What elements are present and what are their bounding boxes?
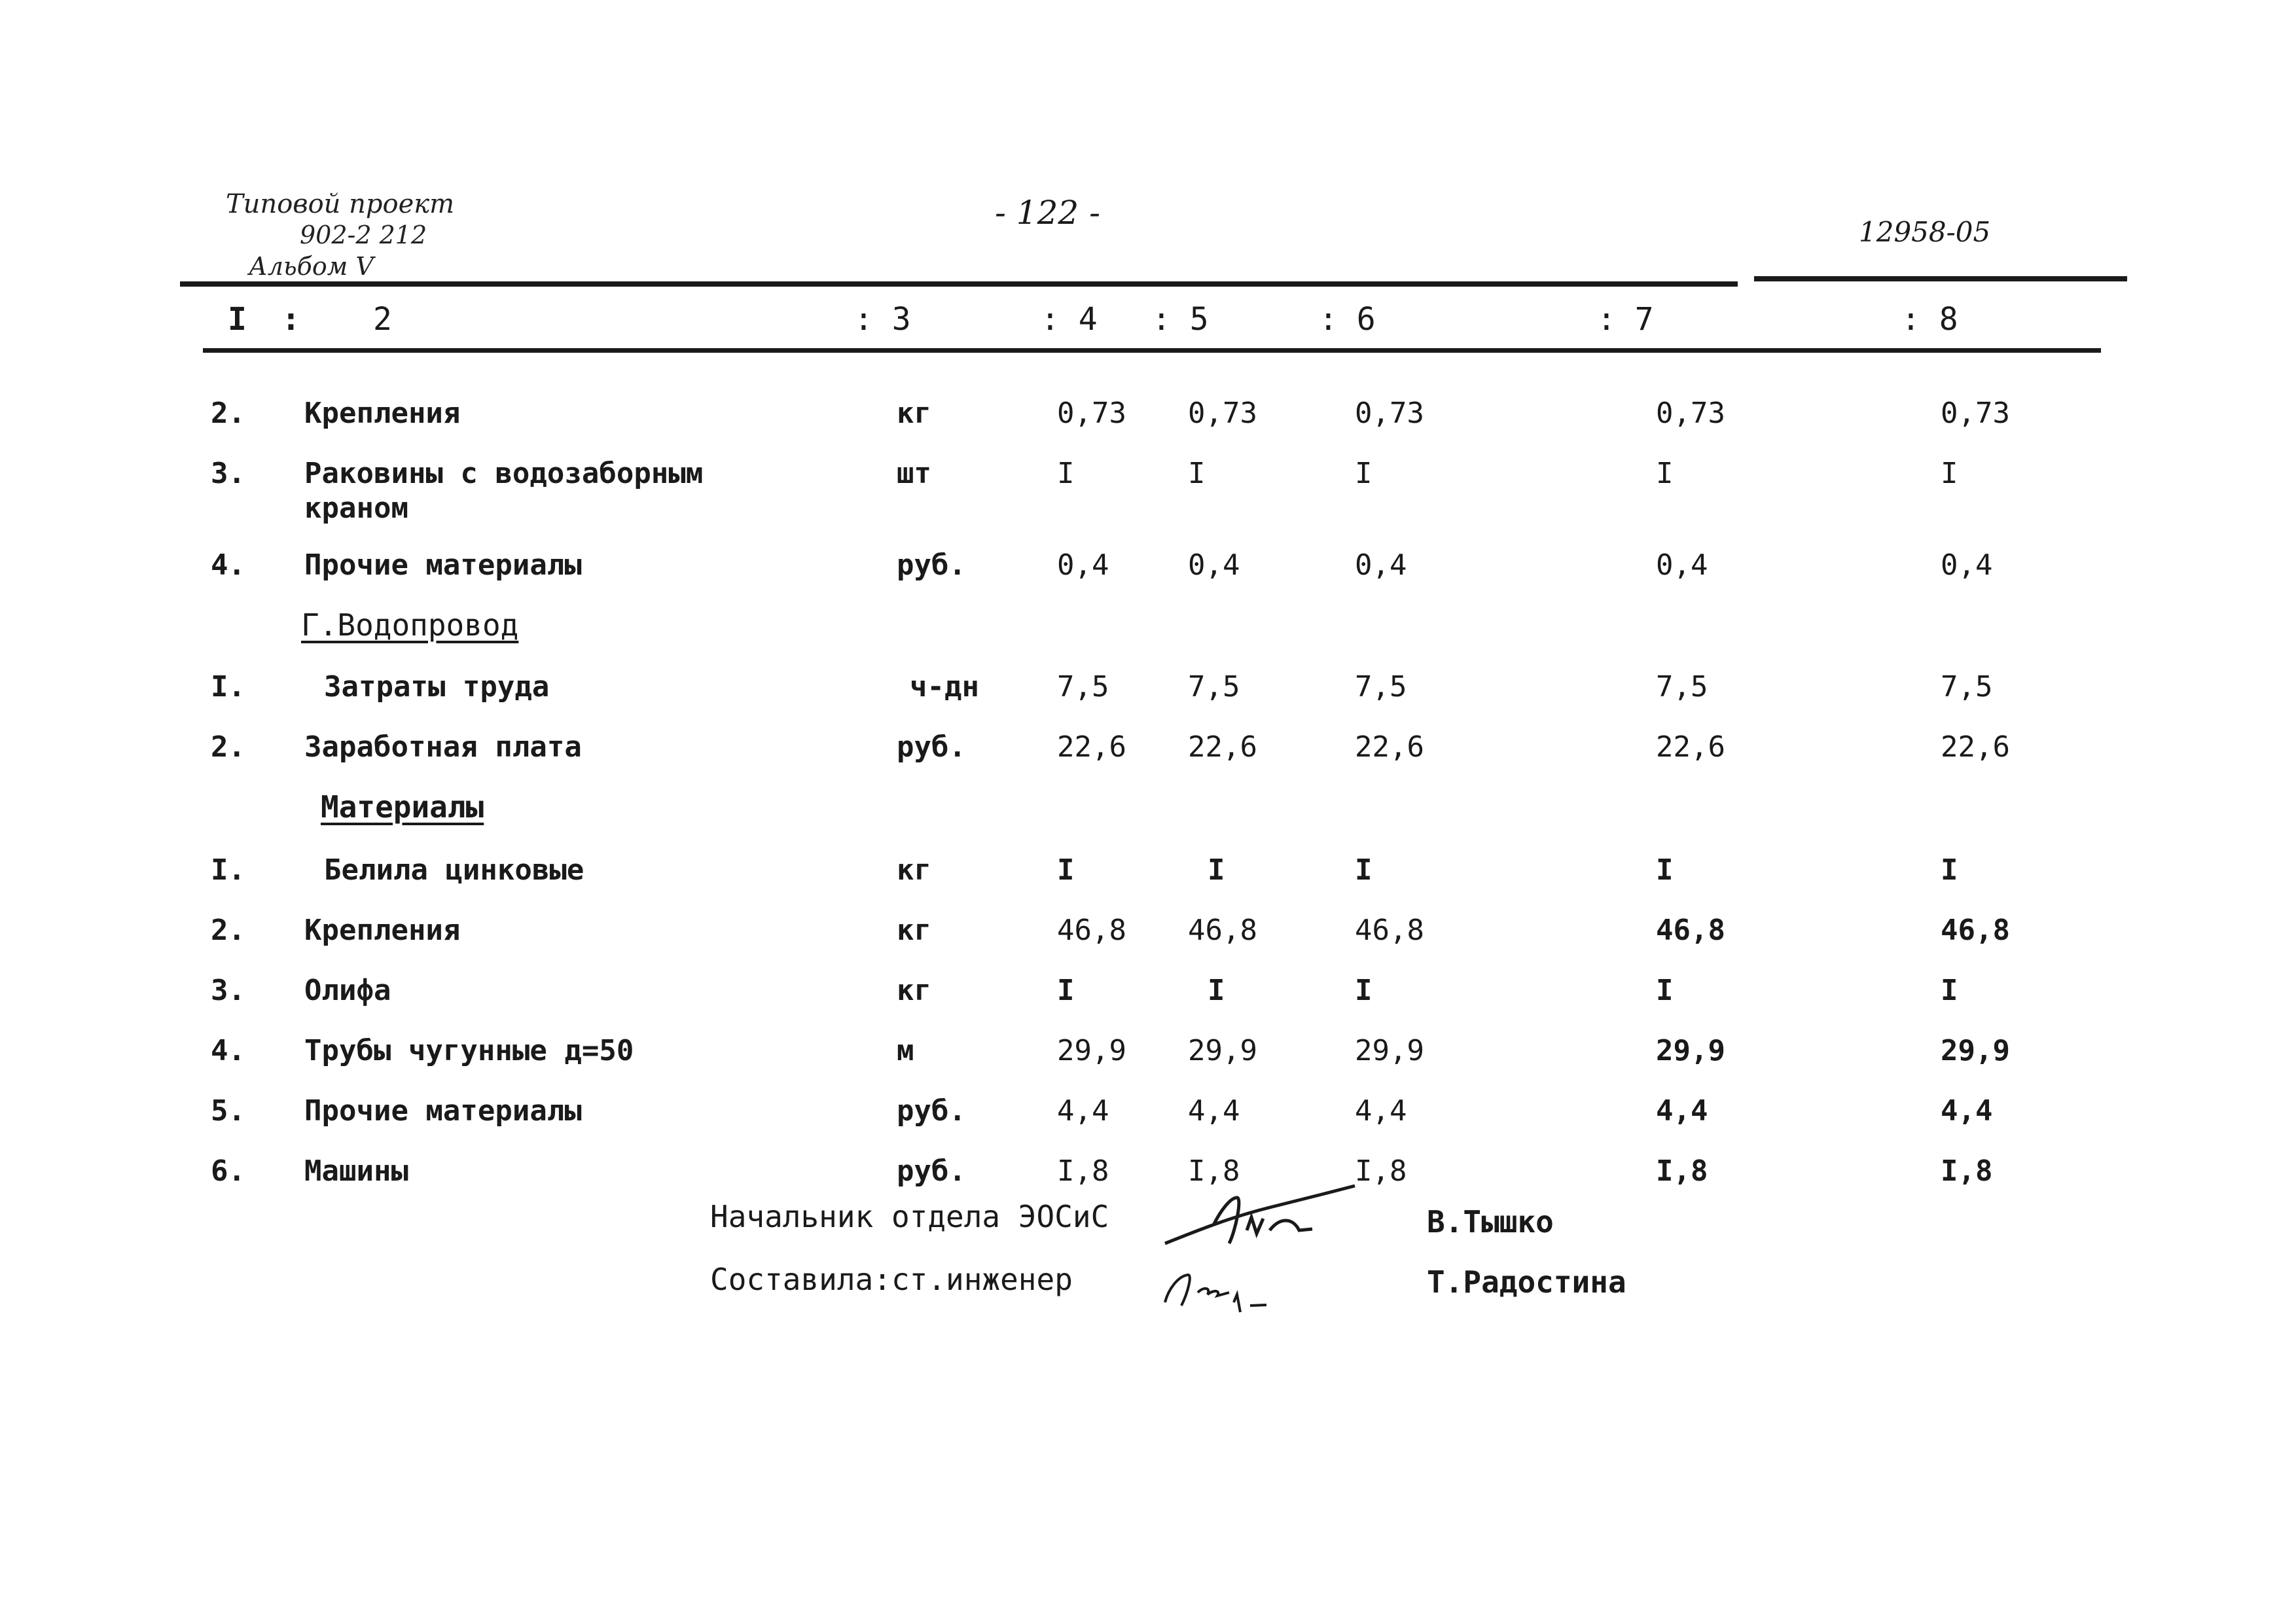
table-row: [0, 1092, 2296, 1131]
column-header-5: : 5: [1152, 301, 1209, 338]
row-unit: кг: [897, 914, 931, 947]
column-header-1: I: [228, 301, 247, 338]
row-name: Белила цинковые: [324, 853, 584, 887]
row-name: Трубы чугунные д=50: [304, 1034, 634, 1067]
row-value-col5: I: [1188, 457, 1206, 490]
row-name: Машины: [304, 1154, 408, 1188]
row-number: 6.: [211, 1154, 245, 1188]
row-value-col7: 4,4: [1656, 1094, 1708, 1128]
row-name: Крепления: [304, 914, 461, 947]
header-rule-left: [180, 281, 1738, 287]
row-value-col7: 46,8: [1656, 914, 1725, 947]
column-header-4: : 4: [1041, 301, 1098, 338]
row-value-col4: 29,9: [1057, 1034, 1126, 1067]
row-value-col7: I: [1656, 853, 1674, 887]
table-row: [0, 454, 2296, 493]
row-value-col8: I,8: [1941, 1154, 1993, 1188]
project-label: Типовой проект: [226, 189, 455, 219]
table-row: [0, 851, 2296, 890]
row-value-col8: I: [1941, 457, 1958, 490]
column-header-8: : 8: [1901, 301, 1958, 338]
album-label: Альбом V: [249, 252, 374, 281]
project-code: 902-2 212: [300, 221, 427, 249]
row-value-col4: I: [1057, 974, 1075, 1007]
row-value-col7: 7,5: [1656, 670, 1708, 704]
row-name: Затраты труда: [324, 670, 550, 704]
row-value-col5: 29,9: [1188, 1034, 1257, 1067]
row-unit: ч-дн: [910, 670, 979, 704]
row-value-col4: 7,5: [1057, 670, 1109, 704]
row-value-col8: I: [1941, 974, 1958, 1007]
composer-name: Т.Радостина: [1427, 1264, 1626, 1300]
row-unit: руб.: [897, 730, 966, 764]
row-value-col8: 4,4: [1941, 1094, 1993, 1128]
column-header-sep: :: [281, 301, 300, 338]
row-value-col6: I: [1355, 853, 1372, 887]
row-value-col6: 0,4: [1355, 548, 1407, 582]
row-value-col4: 0,4: [1057, 548, 1109, 582]
row-number: 3.: [211, 457, 245, 490]
row-value-col4: I: [1057, 457, 1075, 490]
header-rule-right: [1754, 276, 2127, 281]
row-value-col8: I: [1941, 853, 1958, 887]
row-value-col5: 4,4: [1188, 1094, 1240, 1128]
row-value-col4: 22,6: [1057, 730, 1126, 764]
row-value-col7: 22,6: [1656, 730, 1725, 764]
table-row: [0, 728, 2296, 767]
row-value-col5: I: [1208, 974, 1225, 1007]
row-number: 2.: [211, 397, 245, 430]
table-row: [0, 394, 2296, 433]
head-signature: [1158, 1171, 1368, 1263]
row-value-col6: 0,73: [1355, 397, 1424, 430]
row-unit: руб.: [897, 1094, 966, 1128]
composer-signature: [1152, 1257, 1296, 1322]
row-name-continuation: краном: [304, 491, 408, 525]
row-value-col4: 4,4: [1057, 1094, 1109, 1128]
row-number: 4.: [211, 548, 245, 582]
row-name: Прочие материалы: [304, 1094, 582, 1128]
row-value-col5: 46,8: [1188, 914, 1257, 947]
row-value-col8: 29,9: [1941, 1034, 2010, 1067]
row-value-col7: I: [1656, 457, 1674, 490]
row-value-col6: 22,6: [1355, 730, 1424, 764]
table-row: [0, 668, 2296, 707]
row-value-col4: 46,8: [1057, 914, 1126, 947]
row-value-col8: 7,5: [1941, 670, 1993, 704]
row-value-col6: 7,5: [1355, 670, 1407, 704]
row-value-col6: 29,9: [1355, 1034, 1424, 1067]
row-value-col8: 0,73: [1941, 397, 2010, 430]
row-value-col5: 7,5: [1188, 670, 1240, 704]
table-row: [0, 546, 2296, 585]
column-header-3: : 3: [854, 301, 911, 338]
row-unit: м: [897, 1034, 914, 1067]
table-row: [0, 971, 2296, 1010]
column-header-7: : 7: [1597, 301, 1654, 338]
row-value-col5: I: [1208, 853, 1225, 887]
row-name: Раковины с водозаборным: [304, 457, 704, 490]
composer-label: Составила:ст.инженер: [710, 1262, 1073, 1297]
row-number: 5.: [211, 1094, 245, 1128]
row-value-col5: I,8: [1188, 1154, 1240, 1188]
row-value-col6: 4,4: [1355, 1094, 1407, 1128]
row-number: 2.: [211, 730, 245, 764]
row-value-col6: I: [1355, 974, 1372, 1007]
head-of-department-name: В.Тышко: [1427, 1204, 1554, 1240]
row-unit: руб.: [897, 548, 966, 582]
row-unit: руб.: [897, 1154, 966, 1188]
row-value-col5: 0,73: [1188, 397, 1257, 430]
row-value-col8: 22,6: [1941, 730, 2010, 764]
row-number: I.: [211, 853, 245, 887]
column-header-rule: [203, 348, 2101, 353]
table-row: [0, 1031, 2296, 1071]
document-number: 12958-05: [1859, 216, 1991, 248]
row-number: 2.: [211, 914, 245, 947]
row-value-col7: 0,73: [1656, 397, 1725, 430]
row-name: Заработная плата: [304, 730, 582, 764]
row-value-col5: 22,6: [1188, 730, 1257, 764]
row-value-col5: 0,4: [1188, 548, 1240, 582]
row-value-col6: I,8: [1355, 1154, 1407, 1188]
table-row: [0, 911, 2296, 950]
row-value-col4: 0,73: [1057, 397, 1126, 430]
row-value-col7: 0,4: [1656, 548, 1708, 582]
row-unit: кг: [897, 974, 931, 1007]
row-value-col6: 46,8: [1355, 914, 1424, 947]
row-value-col4: I,8: [1057, 1154, 1109, 1188]
row-name: Крепления: [304, 397, 461, 430]
column-header-2: 2: [373, 301, 392, 338]
row-unit: шт: [897, 457, 931, 490]
head-of-department-label: Начальник отдела ЭОСиС: [710, 1199, 1109, 1234]
section-heading-water: Г.Водопровод: [301, 607, 519, 643]
row-value-col7: 29,9: [1656, 1034, 1725, 1067]
row-name: Прочие материалы: [304, 548, 582, 582]
row-unit: кг: [897, 853, 931, 887]
row-value-col8: 0,4: [1941, 548, 1993, 582]
row-value-col6: I: [1355, 457, 1372, 490]
row-number: 3.: [211, 974, 245, 1007]
page-number: - 122 -: [995, 194, 1101, 232]
row-name: Олифа: [304, 974, 391, 1007]
row-number: I.: [211, 670, 245, 704]
row-unit: кг: [897, 397, 931, 430]
row-value-col7: I: [1656, 974, 1674, 1007]
row-value-col8: 46,8: [1941, 914, 2010, 947]
section-heading-materials: Материалы: [321, 789, 484, 825]
table-row: [0, 1152, 2296, 1191]
row-value-col4: I: [1057, 853, 1075, 887]
column-header-6: : 6: [1319, 301, 1376, 338]
row-number: 4.: [211, 1034, 245, 1067]
row-value-col7: I,8: [1656, 1154, 1708, 1188]
